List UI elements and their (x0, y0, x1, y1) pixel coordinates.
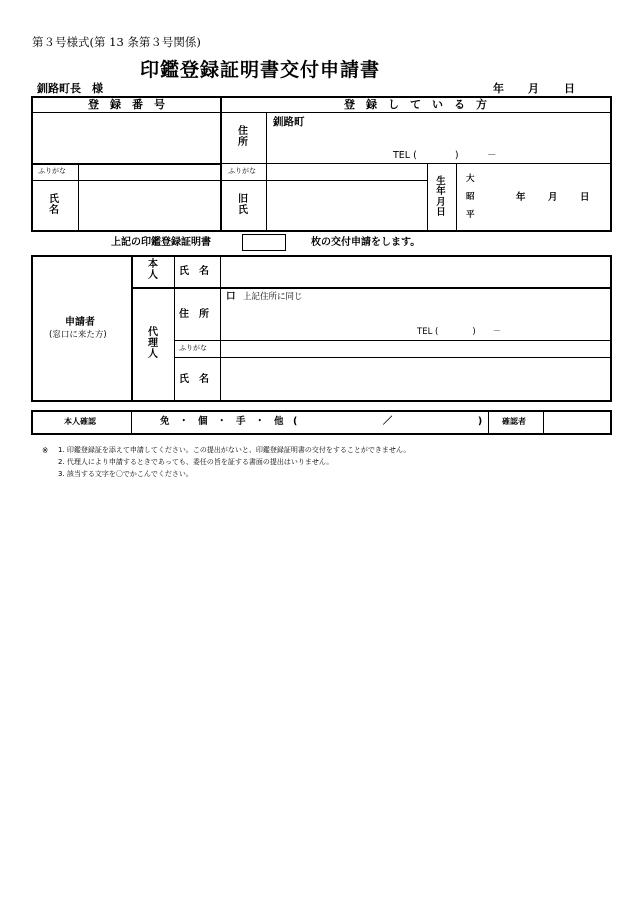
note-item: 1. 印鑑登録証を添えて申請してください。この提出がないと、印鑑登録証明書の交付をすることができません。 (58, 446, 411, 454)
date-year-label: 年 (493, 82, 504, 95)
divider (174, 340, 612, 341)
address-prefix: 釧路町 (273, 116, 305, 128)
name-label: 氏名 (49, 194, 59, 216)
note-item: 3. 該当する文字を〇でかこんでください。 (58, 470, 193, 478)
era-taisho[interactable]: 大 (466, 174, 475, 184)
divider (31, 112, 612, 113)
request-prefix: 上記の印鑑登録証明書 (111, 237, 211, 248)
birth-year-label: 年 (516, 192, 526, 203)
divider (220, 163, 612, 164)
divider (427, 163, 428, 232)
registrant-header: 登 録 し て い る 方 (344, 98, 487, 111)
furigana-label-old: ふりがな (228, 167, 256, 175)
agent-label[interactable]: 代理人 (148, 327, 158, 360)
notes-mark: ※ (42, 446, 49, 455)
same-address-text: 上記住所に同じ (243, 292, 303, 302)
identity-check-label: 本人確認 (64, 417, 96, 426)
applicant-sublabel: (窓口に来た方) (49, 330, 107, 340)
birth-month-label: 月 (548, 192, 558, 203)
divider (131, 255, 133, 402)
form-number: 第３号様式(第 13 条第３号関係) (32, 35, 201, 49)
furigana-field[interactable] (80, 165, 219, 179)
reg-number-header: 登 録 番 号 (88, 98, 165, 111)
birth-day-label: 日 (580, 192, 590, 203)
era-showa[interactable]: 昭 (466, 192, 475, 202)
same-address-checkbox[interactable]: 口 (226, 291, 236, 302)
divider (488, 410, 489, 435)
furigana-label: ふりがな (38, 167, 66, 175)
checker-field[interactable] (545, 412, 610, 433)
divider (31, 180, 221, 181)
copies-field[interactable] (242, 234, 286, 251)
old-name-field[interactable] (268, 182, 426, 230)
page-title: 印鑑登録証明書交付申請書 (140, 59, 381, 81)
divider (220, 180, 427, 181)
agent-address-field[interactable] (222, 305, 610, 325)
agent-name-label: 氏 名 (179, 374, 209, 385)
name-field[interactable] (80, 182, 219, 230)
agent-name-field[interactable] (222, 359, 610, 400)
old-name-label: 旧氏 (238, 194, 248, 216)
identity-check-options[interactable]: 免 ・ 個 ・ 手 ・ 他 ( ／ ) (160, 416, 483, 427)
request-suffix: 枚の交付申請をします。 (311, 237, 421, 248)
address-field[interactable] (268, 130, 608, 148)
era-heisei[interactable]: 平 (466, 210, 475, 220)
agent-tel-label: TEL ( ) － (417, 327, 502, 337)
divider (131, 287, 612, 289)
agent-furigana-field[interactable] (222, 342, 610, 356)
address-label: 住所 (238, 126, 248, 148)
note-item: 2. 代理人により申請するときであっても、委任の旨を証する書面の提出はいりません。 (58, 458, 334, 466)
self-name-label: 氏 名 (179, 266, 209, 277)
applicant-label: 申請者 (65, 317, 95, 328)
divider (131, 410, 132, 435)
old-furigana-field[interactable] (268, 165, 426, 179)
agent-furigana-label: ふりがな (179, 344, 207, 352)
self-label[interactable]: 本人 (148, 259, 158, 281)
date-day-label: 日 (564, 82, 575, 95)
divider (543, 410, 544, 435)
date-month-label: 月 (528, 82, 539, 95)
divider (174, 357, 612, 358)
divider (78, 163, 79, 232)
reg-number-field[interactable] (33, 114, 219, 162)
divider (456, 163, 457, 232)
birth-label: 生年月日 (436, 176, 446, 219)
divider (174, 255, 175, 402)
agent-address-label: 住 所 (179, 309, 209, 320)
divider (266, 112, 267, 232)
addressee: 釧路町長 様 (37, 82, 103, 95)
tel-label: TEL ( ) － (393, 150, 497, 161)
checker-label: 確認者 (502, 417, 526, 426)
self-name-field[interactable] (222, 257, 610, 286)
divider (220, 255, 221, 402)
